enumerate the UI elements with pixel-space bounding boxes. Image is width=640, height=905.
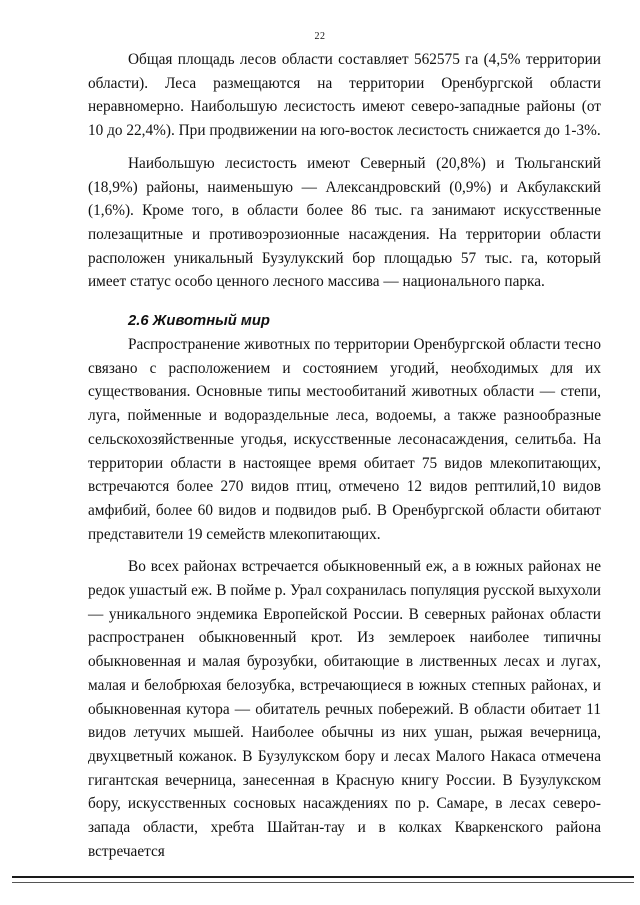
paragraph-forest-districts: Наибольшую лесистость имеют Северный (20,8%) и Тюльганский (18,9%) районы, наименьшую — Александровский (0,9%) и Акбулакский (1,6%). Кроме того, в области более 86 тыс. га занимают искусственные полезащитные и противоэрозионные насаждения. На территории области расположен уникальный Бузулукский бор площадью 57 тыс. га, который имеет статус особо ценного лесного массива — национального парка. (88, 154, 601, 291)
footer-rule-thin (12, 882, 634, 883)
section-heading: 2.6 Животный мир (128, 313, 270, 330)
body-text (88, 48, 601, 864)
paragraph-forest-area: Общая площадь лесов области составляет 562575 га (4,5% территории области). Леса размещаются на территории Оренбургской области неравномерно. Наибольшую лесистость имеют северо-западные районы (от 10 до 22,4%). При продвижении на юго-восток лесистость снижается до 1-3%. (88, 51, 601, 140)
paragraph-fauna-habitats: Распространение животных по территории Оренбургской области тесно связано с расположением и состоянием угодий, необходимых для их существования. Основные типы местообитаний животных области — степи, луга, пойменные и водораздельные леса, водоемы, а также разнообразные сельскохозяйственные угодья, искусственные лесонасаждения, селитьба. На территории области в настоящее время обитает 75 видов млекопитающих, встречаются более 270 видов птиц, отмечено 12 видов рептилий,10 видов амфибий, более 60 видов и подвидов рыб. В Оренбургской области обитают представители 19 семейств млекопитающих. (88, 336, 601, 543)
page-number: 22 (314, 31, 326, 42)
footer-rule-thick (12, 876, 634, 878)
paragraph-fauna-mammals: Во всех районах встречается обыкновенный еж, а в южных районах не редок ушастый еж. В пойме р. Урал сохранилась популяция русской выхухоли — уникального эндемика Европейской России. В северных районах области распространен обыкновенный крот. Из землероек наиболее типичны обыкновенная и малая бурозубки, обитающие в лиственных лесах и лугах, малая и белобрюхая белозубка, встречающиеся в южных степных районах, и обыкновенная кутора — обитатель речных побережий. В области обитает 11 видов летучих мышей. Наиболее обычны из них ушан, рыжая вечерница, двухцветный кожанок. В Бузулукском бору и лесах Малого Накаса отмечена гигантская вечерница, занесенная в Красную книгу России. В Бузулукском бору, искусственных сосновых насаждениях по р. Самаре, в лесах северо-запада области, хребта Шайтан-тау и в колках Кваркенского района встречается (88, 558, 601, 860)
